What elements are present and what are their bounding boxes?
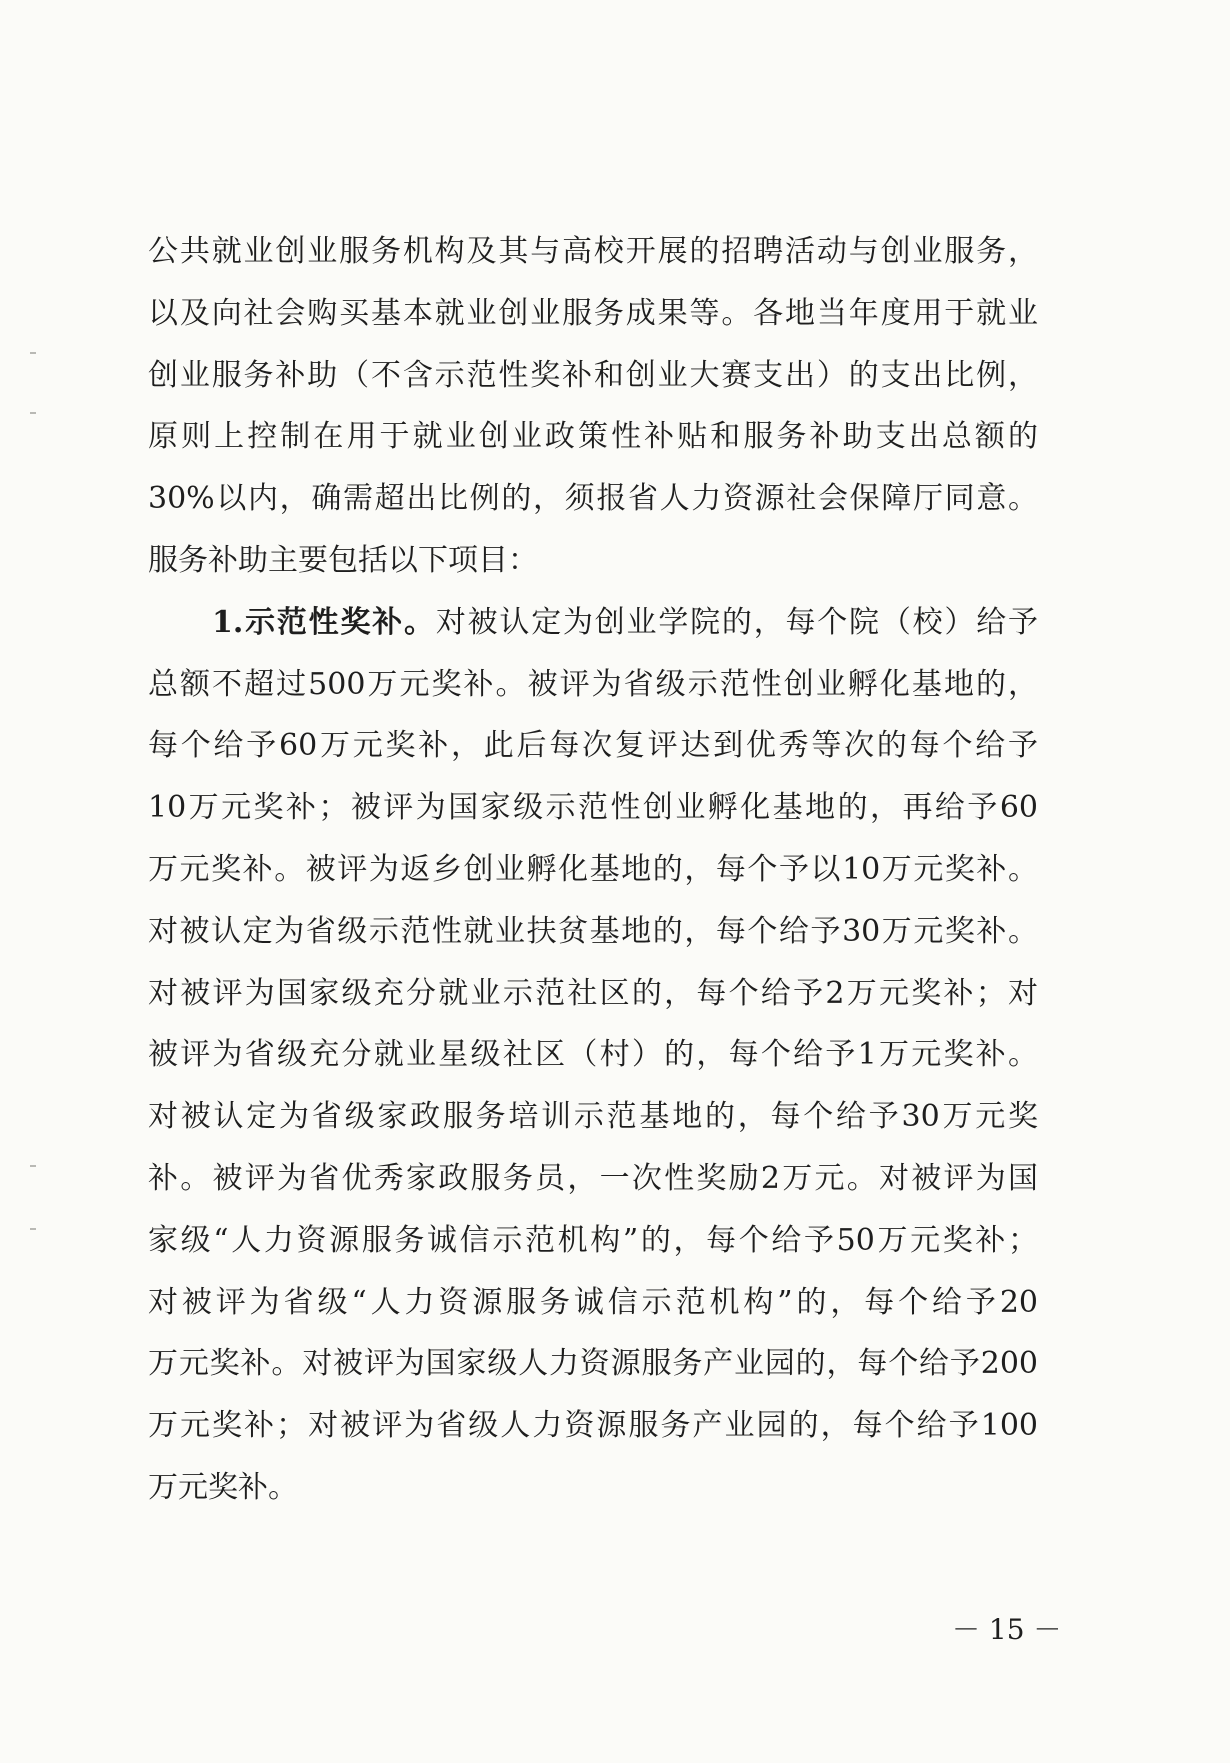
intro-line-6: 服务补助主要包括以下项目： bbox=[148, 542, 538, 578]
section-1-first-line bbox=[148, 592, 1038, 654]
scan-speck bbox=[30, 1165, 36, 1167]
section-1-line-3: 10万元奖补；被评为国家级示范性创业孵化基地的，再给予60 bbox=[148, 790, 1038, 826]
scan-speck bbox=[30, 412, 36, 414]
section-1-line-2: 每个给予60万元奖补，此后每次复评达到优秀等次的每个给予 bbox=[148, 728, 1038, 764]
section-1-line-9: 补。被评为省优秀家政服务员，一次性奖励2万元。对被评为国 bbox=[148, 1160, 1038, 1196]
section-1-line-14: 万元奖补。 bbox=[148, 1469, 298, 1505]
scan-speck bbox=[30, 352, 36, 354]
section-1-line-5: 对被认定为省级示范性就业扶贫基地的，每个给予30万元奖补。 bbox=[148, 913, 1038, 949]
section-1-line-1: 总额不超过500万元奖补。被评为省级示范性创业孵化基地的， bbox=[148, 666, 1038, 702]
intro-line-5: 30%以内，确需超出比例的，须报省人力资源社会保障厅同意。 bbox=[148, 481, 1038, 517]
intro-line-2: 以及向社会购买基本就业创业服务成果等。各地当年度用于就业 bbox=[148, 295, 1038, 331]
page-number: － 15 － bbox=[952, 1613, 1062, 1646]
section-1-line-7: 被评为省级充分就业星级社区（村）的，每个给予1万元奖补。 bbox=[148, 1037, 1038, 1073]
section-1-line-6: 对被评为国家级充分就业示范社区的，每个给予2万元奖补；对 bbox=[148, 975, 1038, 1011]
body-text bbox=[148, 221, 1038, 1519]
section-1-line-12: 万元奖补。对被评为国家级人力资源服务产业园的，每个给予200 bbox=[148, 1346, 1038, 1382]
section-1-heading: 1.示范性奖补。 bbox=[212, 604, 436, 640]
scan-speck bbox=[30, 1228, 36, 1230]
section-1-line-8: 对被认定为省级家政服务培训示范基地的，每个给予30万元奖 bbox=[148, 1099, 1038, 1135]
intro-line-4: 原则上控制在用于就业创业政策性补贴和服务补助支出总额的 bbox=[148, 419, 1038, 455]
section-1-line-4: 万元奖补。被评为返乡创业孵化基地的，每个予以10万元奖补。 bbox=[148, 851, 1038, 887]
section-1-line-10: 家级“人力资源服务诚信示范机构”的，每个给予50万元奖补； bbox=[148, 1222, 1038, 1258]
section-1-first-line-text: 对被认定为创业学院的，每个院（校）给予 bbox=[435, 604, 1038, 640]
intro-line-1: 公共就业创业服务机构及其与高校开展的招聘活动与创业服务， bbox=[148, 234, 1038, 269]
section-1-line-11: 对被评为省级“人力资源服务诚信示范机构”的，每个给予20 bbox=[148, 1284, 1038, 1320]
intro-line-3: 创业服务补助（不含示范性奖补和创业大赛支出）的支出比例， bbox=[148, 357, 1038, 393]
section-1-line-13: 万元奖补；对被评为省级人力资源服务产业园的，每个给予100 bbox=[148, 1408, 1038, 1444]
